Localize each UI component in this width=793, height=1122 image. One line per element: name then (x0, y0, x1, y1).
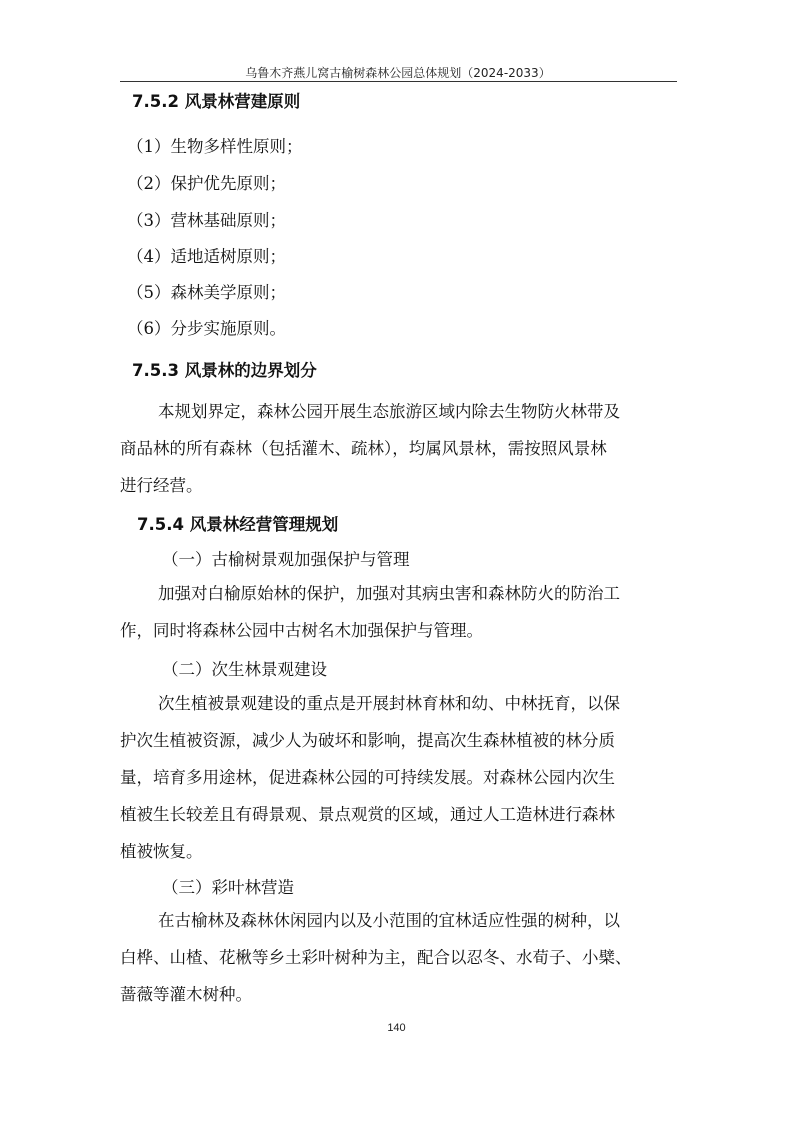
paragraph-line: 蔷薇等灌木树种。 (120, 985, 252, 1004)
protection-paragraph (120, 575, 680, 649)
subsection-title-2: （二）次生林景观建设 (162, 660, 327, 679)
running-header: 乌鲁木齐燕儿窝古榆树森林公园总体规划（2024-2033） (245, 66, 551, 80)
section-heading-7-5-4: 7.5.4 风景林经营管理规划 (137, 515, 339, 534)
paragraph-line: 次生植被景观建设的重点是开展封林育林和幼、中林抚育，以保 (158, 694, 620, 713)
subsection-title-1: （一）古榆树景观加强保护与管理 (162, 550, 410, 569)
list-item: （5）森林美学原则； (127, 283, 286, 302)
page-number: 140 (387, 1022, 406, 1034)
paragraph-line: 量，培育多用途林，促进森林公园的可持续发展。对森林公园内次生 (120, 768, 615, 787)
secondary-forest-paragraph (120, 685, 680, 870)
paragraph-line: 在古榆林及森林休闲园内以及小范围的宜林适应性强的树种，以 (158, 911, 620, 930)
paragraph-line: 植被生长较差且有碍景观、景点观赏的区域，通过人工造林进行森林 (120, 805, 615, 824)
list-item: （2）保护优先原则； (127, 174, 286, 193)
paragraph-line: 护次生植被资源，减少人为破坏和影响，提高次生森林植被的林分质 (120, 731, 615, 750)
paragraph-line: 本规划界定，森林公园开展生态旅游区域内除去生物防火林带及 (158, 402, 620, 421)
paragraph-line: 进行经营。 (120, 476, 203, 495)
color-leaf-paragraph (120, 902, 680, 1013)
paragraph-line: 作，同时将森林公园中古树名木加强保护与管理。 (120, 621, 483, 640)
header-divider (120, 81, 677, 82)
subsection-title-3: （三）彩叶林营造 (162, 878, 294, 897)
list-item: （3）营林基础原则； (127, 211, 286, 230)
section-heading-7-5-3: 7.5.3 风景林的边界划分 (132, 361, 317, 380)
list-item: （1）生物多样性原则； (127, 137, 303, 156)
list-item: （6）分步实施原则。 (127, 319, 286, 338)
boundary-paragraph (120, 393, 680, 504)
paragraph-line: 植被恢复。 (120, 842, 203, 861)
paragraph-line: 白桦、山楂、花楸等乡土彩叶树种为主，配合以忍冬、水荀子、小檗、 (120, 948, 632, 967)
section-heading-7-5-2: 7.5.2 风景林营建原则 (132, 92, 301, 111)
list-item: （4）适地适树原则； (127, 247, 286, 266)
paragraph-line: 加强对白榆原始林的保护，加强对其病虫害和森林防火的防治工 (158, 584, 620, 603)
paragraph-line: 商品林的所有森林（包括灌木、疏林），均属风景林，需按照风景林 (120, 439, 607, 458)
